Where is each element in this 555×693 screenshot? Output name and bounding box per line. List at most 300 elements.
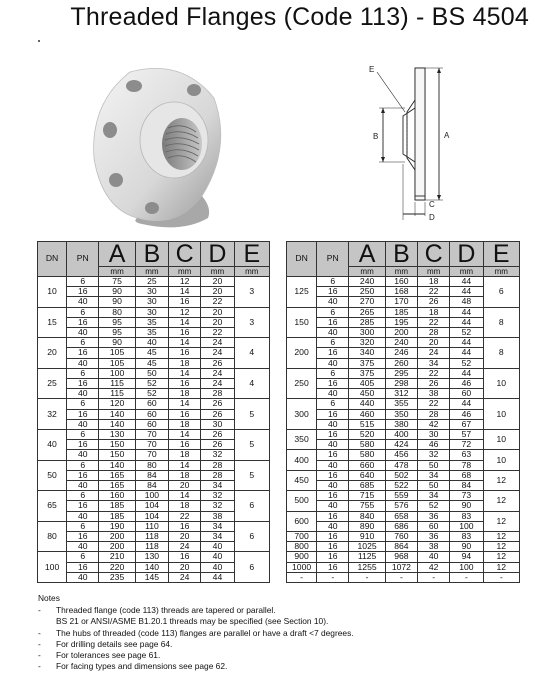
d-cell: 57 [450, 430, 483, 440]
a-cell: 95 [99, 317, 135, 327]
pn-cell: 40 [317, 297, 349, 307]
pn-cell: 16 [67, 317, 99, 327]
a-cell: 185 [99, 511, 135, 521]
b-cell: 658 [385, 511, 417, 521]
pn-cell: 16 [317, 287, 349, 297]
c-cell: 16 [169, 348, 201, 358]
pn-cell: 16 [67, 440, 99, 450]
d-cell: 44 [450, 368, 483, 378]
header-unit: mm [169, 266, 200, 276]
c-cell: 20 [169, 562, 201, 572]
c-cell: 16 [169, 521, 201, 531]
b-cell: 35 [135, 328, 168, 338]
table-row [287, 307, 520, 317]
note-item [38, 628, 354, 639]
b-cell: 355 [385, 399, 417, 409]
e-cell: 5 [234, 460, 269, 491]
c-cell: 16 [169, 552, 201, 562]
d-cell: 22 [201, 297, 234, 307]
stray-mark [38, 40, 40, 42]
b-cell: 240 [385, 338, 417, 348]
header-letter: E [243, 241, 261, 268]
dn-cell: 300 [287, 399, 317, 430]
dn-cell: 500 [287, 491, 317, 511]
c-cell: 32 [418, 450, 450, 460]
pn-cell: - [317, 572, 349, 582]
c-cell: 14 [169, 368, 201, 378]
e-cell: 6 [234, 552, 269, 583]
d-cell: 60 [450, 389, 483, 399]
dn-cell: 40 [38, 430, 67, 461]
c-cell: 16 [169, 440, 201, 450]
a-cell: 140 [99, 409, 135, 419]
a-cell: 105 [99, 348, 135, 358]
d-cell: 38 [201, 511, 234, 521]
d-cell: 44 [450, 277, 483, 287]
c-cell: 18 [169, 450, 201, 460]
note-item [38, 605, 354, 616]
pn-cell: 16 [317, 348, 349, 358]
pn-cell: 40 [67, 297, 99, 307]
b-cell: 100 [135, 491, 168, 501]
d-cell: 52 [450, 358, 483, 368]
pn-cell: 6 [317, 399, 349, 409]
header-letter: B [143, 241, 161, 268]
c-cell: 30 [418, 430, 450, 440]
e-cell: 10 [483, 450, 519, 470]
pn-cell: 6 [67, 399, 99, 409]
pn-cell: 16 [317, 552, 349, 562]
label-a: A [444, 131, 450, 140]
b-cell: 40 [135, 338, 168, 348]
b-cell: 686 [385, 521, 417, 531]
pn-cell: 16 [317, 562, 349, 572]
e-cell: 10 [483, 399, 519, 430]
e-cell: 12 [483, 542, 519, 552]
d-cell: 44 [450, 399, 483, 409]
table-header-row [38, 242, 270, 277]
d-cell: 22 [201, 328, 234, 338]
pn-cell: 16 [317, 379, 349, 389]
header-d [450, 242, 483, 277]
pn-cell: 40 [67, 572, 99, 582]
b-cell: 84 [135, 481, 168, 491]
c-cell: 18 [418, 277, 450, 287]
d-cell: 40 [201, 562, 234, 572]
a-cell: 300 [349, 328, 385, 338]
d-cell: 73 [450, 491, 483, 501]
d-cell: 67 [450, 419, 483, 429]
table-row [38, 307, 270, 317]
c-cell: 38 [418, 389, 450, 399]
b-cell: 312 [385, 389, 417, 399]
table-header-row [287, 242, 520, 277]
e-cell: 6 [234, 491, 269, 522]
d-cell: 40 [201, 542, 234, 552]
header-a [349, 242, 385, 277]
d-cell: 52 [450, 328, 483, 338]
c-cell: 42 [418, 419, 450, 429]
b-cell: 195 [385, 317, 417, 327]
table-row [287, 562, 520, 572]
a-cell: 190 [99, 521, 135, 531]
d-cell: 20 [201, 287, 234, 297]
note-bullet: - [38, 627, 41, 638]
b-cell: 400 [385, 430, 417, 440]
pn-cell: 6 [67, 552, 99, 562]
d-cell: 72 [450, 440, 483, 450]
a-cell: 910 [349, 532, 385, 542]
dn-cell: 700 [287, 532, 317, 542]
pn-cell: 40 [317, 501, 349, 511]
note-bullet: - [38, 650, 41, 661]
a-cell: 580 [349, 440, 385, 450]
a-cell: 165 [99, 481, 135, 491]
b-cell: - [385, 572, 417, 582]
a-cell: 100 [99, 368, 135, 378]
pn-cell: 16 [317, 430, 349, 440]
dn-cell: 1000 [287, 562, 317, 572]
c-cell: 18 [169, 470, 201, 480]
table-row [287, 542, 520, 552]
note-continuation: BS 21 or ANSI/ASME B1.20.1 threads may be specified (see Section 10). [56, 616, 329, 627]
c-cell: 22 [418, 317, 450, 327]
c-cell: 22 [418, 399, 450, 409]
c-cell: 34 [418, 358, 450, 368]
header-letter: B [393, 241, 410, 268]
dn-cell: 15 [38, 307, 67, 338]
dimensions-table-left [37, 241, 270, 583]
a-cell: 150 [99, 440, 135, 450]
c-cell: 24 [169, 542, 201, 552]
a-cell: 200 [99, 542, 135, 552]
note-bullet: - [38, 638, 41, 649]
a-cell: 90 [99, 297, 135, 307]
d-cell: 28 [201, 460, 234, 470]
label-e: E [369, 65, 375, 74]
pn-cell: 16 [317, 450, 349, 460]
dn-cell: - [287, 572, 317, 582]
e-cell: 4 [234, 338, 269, 369]
header-unit: mm [235, 266, 269, 276]
header-letter: C [175, 241, 194, 268]
a-cell: 165 [99, 470, 135, 480]
c-cell: 14 [169, 460, 201, 470]
d-cell: 44 [450, 287, 483, 297]
flange-section-diagram [365, 60, 455, 222]
c-cell: 14 [169, 430, 201, 440]
b-cell: 246 [385, 348, 417, 358]
d-cell: 90 [450, 501, 483, 511]
e-cell: 4 [234, 368, 269, 399]
a-cell: 660 [349, 460, 385, 470]
b-cell: 80 [135, 460, 168, 470]
e-cell: 8 [483, 338, 519, 369]
d-cell: 68 [450, 470, 483, 480]
header-b [135, 242, 168, 277]
a-cell: 235 [99, 572, 135, 582]
header-pn: PN [317, 242, 349, 277]
c-cell: 12 [169, 307, 201, 317]
table-row [287, 277, 520, 287]
e-cell: 10 [483, 368, 519, 399]
b-cell: 45 [135, 358, 168, 368]
label-c: C [429, 200, 435, 209]
note-text: For facing types and dimensions see page 62. [56, 661, 228, 672]
d-cell: 24 [201, 348, 234, 358]
header-unit: mm [484, 266, 519, 276]
a-cell: 685 [349, 481, 385, 491]
header-letter: E [492, 241, 510, 268]
header-d [201, 242, 234, 277]
e-cell: 6 [234, 521, 269, 552]
d-cell: 46 [450, 409, 483, 419]
c-cell: 22 [169, 511, 201, 521]
a-cell: 90 [99, 338, 135, 348]
a-cell: 80 [99, 307, 135, 317]
header-letter: A [358, 241, 376, 268]
note-text: For tolerances see page 61. [56, 650, 161, 661]
note-text: Threaded flange (code 113) threads are tapered or parallel. [56, 605, 276, 616]
pn-cell: 16 [317, 532, 349, 542]
d-cell: 24 [201, 379, 234, 389]
d-cell: 100 [450, 562, 483, 572]
d-cell: 63 [450, 450, 483, 460]
a-cell: 120 [99, 399, 135, 409]
c-cell: 18 [169, 358, 201, 368]
pn-cell: 40 [67, 389, 99, 399]
a-cell: 250 [349, 287, 385, 297]
dn-cell: 80 [38, 521, 67, 552]
pn-cell: 40 [317, 328, 349, 338]
b-cell: 864 [385, 542, 417, 552]
a-cell: 95 [99, 328, 135, 338]
a-cell: 140 [99, 419, 135, 429]
b-cell: 298 [385, 379, 417, 389]
note-text: The hubs of threaded (code 113) flanges are parallel or have a draft <7 degrees. [56, 627, 354, 638]
a-cell: 340 [349, 348, 385, 358]
c-cell: 16 [169, 328, 201, 338]
notes-list [38, 605, 354, 672]
flange-render-image [82, 58, 227, 233]
dn-cell: 10 [38, 277, 67, 308]
c-cell: 34 [418, 491, 450, 501]
a-cell: 375 [349, 358, 385, 368]
a-cell: 640 [349, 470, 385, 480]
c-cell: 34 [418, 470, 450, 480]
a-cell: 220 [99, 562, 135, 572]
c-cell: 18 [169, 389, 201, 399]
e-cell: 12 [483, 491, 519, 511]
table-row [287, 470, 520, 480]
d-cell: 32 [201, 491, 234, 501]
a-cell: 115 [99, 379, 135, 389]
header-letter: A [108, 241, 126, 268]
pn-cell: 40 [317, 521, 349, 531]
c-cell: 50 [418, 460, 450, 470]
notes [38, 593, 354, 672]
c-cell: 26 [418, 297, 450, 307]
c-cell: 18 [169, 501, 201, 511]
a-cell: 160 [99, 491, 135, 501]
pn-cell: 40 [67, 542, 99, 552]
b-cell: 70 [135, 440, 168, 450]
d-cell: 26 [201, 399, 234, 409]
c-cell: 20 [169, 481, 201, 491]
b-cell: 104 [135, 501, 168, 511]
c-cell: 18 [418, 307, 450, 317]
table-row [287, 511, 520, 521]
header-unit: mm [136, 266, 168, 276]
table-row [38, 430, 270, 440]
e-cell: 6 [483, 277, 519, 308]
d-cell: 28 [201, 389, 234, 399]
a-cell: 130 [99, 430, 135, 440]
note-item [38, 650, 354, 661]
b-cell: 200 [385, 328, 417, 338]
e-cell: 8 [483, 307, 519, 338]
table-row [287, 491, 520, 501]
header-dn: DN [287, 242, 317, 277]
b-cell: 424 [385, 440, 417, 450]
d-cell: 94 [450, 552, 483, 562]
dn-cell: 900 [287, 552, 317, 562]
pn-cell: 40 [67, 328, 99, 338]
c-cell: 42 [418, 562, 450, 572]
note-item [38, 661, 354, 672]
table-row [38, 521, 270, 531]
notes-heading: Notes [38, 593, 60, 603]
c-cell: 16 [169, 379, 201, 389]
pn-cell: 6 [317, 307, 349, 317]
b-cell: 968 [385, 552, 417, 562]
c-cell: 22 [418, 287, 450, 297]
a-cell: 200 [99, 532, 135, 542]
note-bullet: - [38, 661, 41, 672]
header-letter: C [424, 241, 443, 268]
b-cell: 30 [135, 307, 168, 317]
b-cell: 104 [135, 511, 168, 521]
e-cell: 3 [234, 307, 269, 338]
b-cell: 35 [135, 317, 168, 327]
b-cell: 30 [135, 297, 168, 307]
pn-cell: 6 [67, 368, 99, 378]
c-cell: 24 [418, 348, 450, 358]
c-cell: 28 [418, 409, 450, 419]
header-unit: mm [450, 266, 482, 276]
a-cell: 320 [349, 338, 385, 348]
pn-cell: 16 [67, 562, 99, 572]
d-cell: 34 [201, 532, 234, 542]
d-cell: 28 [201, 470, 234, 480]
table-row [38, 399, 270, 409]
b-cell: 350 [385, 409, 417, 419]
dn-cell: 450 [287, 470, 317, 490]
b-cell: 168 [385, 287, 417, 297]
b-cell: 52 [135, 389, 168, 399]
b-cell: 380 [385, 419, 417, 429]
page-title: Threaded Flanges (Code 113) - BS 4504 [70, 3, 529, 31]
pn-cell: 16 [67, 532, 99, 542]
c-cell: 14 [169, 317, 201, 327]
pn-cell: 6 [317, 338, 349, 348]
d-cell: 26 [201, 430, 234, 440]
dn-cell: 25 [38, 368, 67, 399]
d-cell: 26 [201, 409, 234, 419]
pn-cell: 40 [317, 358, 349, 368]
b-cell: 84 [135, 470, 168, 480]
d-cell: 83 [450, 511, 483, 521]
a-cell: 265 [349, 307, 385, 317]
a-cell: 210 [99, 552, 135, 562]
pn-cell: 6 [67, 491, 99, 501]
pn-cell: 40 [317, 440, 349, 450]
d-cell: 20 [201, 307, 234, 317]
pn-cell: 6 [67, 430, 99, 440]
b-cell: 140 [135, 562, 168, 572]
e-cell: 10 [483, 430, 519, 450]
a-cell: 90 [99, 287, 135, 297]
d-cell: 84 [450, 481, 483, 491]
header-dn: DN [38, 242, 67, 277]
pn-cell: 6 [317, 277, 349, 287]
pn-cell: 40 [67, 511, 99, 521]
a-cell: 270 [349, 297, 385, 307]
c-cell: - [418, 572, 450, 582]
table-row [287, 532, 520, 542]
b-cell: 760 [385, 532, 417, 542]
pn-cell: 6 [67, 338, 99, 348]
pn-cell: 16 [317, 470, 349, 480]
b-cell: 70 [135, 450, 168, 460]
b-cell: 118 [135, 532, 168, 542]
pn-cell: 6 [317, 368, 349, 378]
pn-cell: 16 [67, 287, 99, 297]
e-cell: 3 [234, 277, 269, 308]
dn-cell: 150 [287, 307, 317, 338]
dn-cell: 65 [38, 491, 67, 522]
a-cell: 580 [349, 450, 385, 460]
c-cell: 46 [418, 440, 450, 450]
d-cell: 32 [201, 501, 234, 511]
b-cell: 118 [135, 542, 168, 552]
dn-cell: 200 [287, 338, 317, 369]
table-row [287, 572, 520, 582]
header-pn: PN [67, 242, 99, 277]
label-d: D [429, 213, 435, 222]
c-cell: 18 [169, 419, 201, 429]
header-unit: mm [418, 266, 449, 276]
a-cell: 460 [349, 409, 385, 419]
table-row [38, 460, 270, 470]
a-cell: 405 [349, 379, 385, 389]
pn-cell: 16 [317, 317, 349, 327]
pn-cell: 6 [67, 460, 99, 470]
pn-cell: 40 [317, 419, 349, 429]
table-row [38, 368, 270, 378]
a-cell: 520 [349, 430, 385, 440]
e-cell: - [483, 572, 519, 582]
c-cell: 14 [169, 287, 201, 297]
a-cell: - [349, 572, 385, 582]
table-row [38, 338, 270, 348]
header-unit: mm [99, 266, 134, 276]
c-cell: 38 [418, 542, 450, 552]
a-cell: 890 [349, 521, 385, 531]
table-row [38, 277, 270, 287]
a-cell: 1125 [349, 552, 385, 562]
b-cell: 30 [135, 287, 168, 297]
